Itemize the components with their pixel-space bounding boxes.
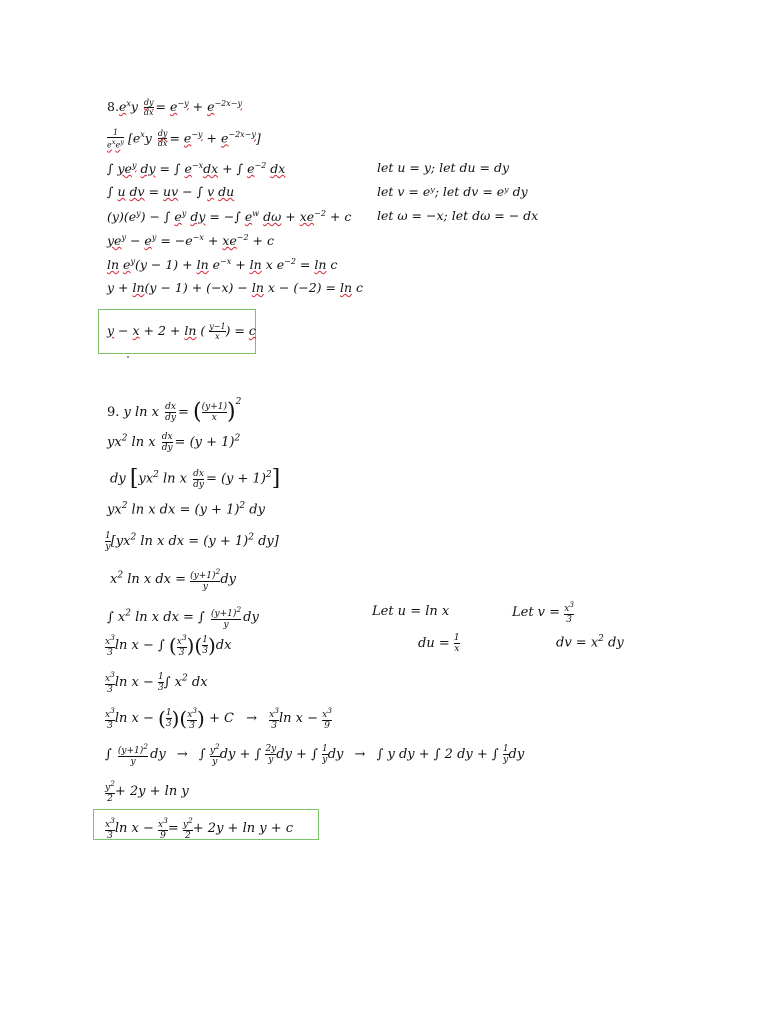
p9-line-7: ∫ $x^2$ ln x dx = ∫ $\frac{(y+1)^2}{y}$ dy	[107, 605, 259, 630]
p9-sub-u: Let u = ln x	[372, 604, 450, 619]
p9-line-3: dy [$yx^2$ ln x $\frac{dx}{dy}$ = $(y + 1)^2$]	[110, 466, 281, 491]
p8-line-8: y + ln(y − 1) + (−x) − ln x − (−2) = ln c	[107, 280, 364, 295]
p9-line-11: ∫ $\frac{(y+1)^2}{y}$ dy → ∫ $\frac{y^2}{y}$ dy + ∫ $\frac{2y}{y}$ dy + ∫ $\frac{1}{y}$ dy → ∫ y dy + ∫ 2 dy + ∫ $\frac{1}{y}$ dy	[105, 742, 525, 767]
p8-let-1: let u = y; let du = dy	[377, 160, 510, 175]
p9-line-4: $yx^2$ ln x dx = $(y + 1)^2$ dy	[107, 501, 265, 518]
p9-line-10: $\frac{x^3}{3}$ ln x − ( $\frac{1}{3}$ )( $\frac{x^3}{3}$ ) + C → $\frac{x^3}{3}$ ln x − $\frac{x^3}{9}$	[105, 706, 333, 731]
p8-line-4: ∫ u dv = uv − ∫ v du	[107, 184, 235, 199]
p8-line-6: $ye^y - e^y = -e^{-x} + xe^{-2} + c$	[107, 233, 274, 249]
p8-let-3: let ω = −x; let dω = − dx	[377, 208, 539, 223]
p8-line-5: $(y)(e^y)$ − ∫ $e^y$ dy = −∫ $e^w$ $d\omega + xe^{-2} + c$	[107, 209, 352, 225]
p8-answer: y − x + 2 + ln ( $\frac{y-1}{x}$ ) = c	[107, 322, 256, 341]
p8-line-1: $8.e^xy$ $\frac{dy}{dx}$ = $e^{-y} + e^{-2x-y}$	[107, 98, 243, 117]
p9-sub-dv: dv = $x^2$ dy	[556, 634, 624, 651]
p9-line-1: 9. y ln x $\frac{dx}{dy}$ = ( $\frac{(y+1)}{x}$ )$^2$	[107, 397, 242, 425]
p9-line-2: $yx^2$ ln x $\frac{dx}{dy}$ = $(y + 1)^2$	[107, 432, 241, 453]
p9-line-12: $\frac{y^2}{2}$ + 2y + ln y	[105, 779, 189, 804]
p9-sub-v: Let v = $\frac{x^3}{3}$	[512, 600, 575, 625]
p9-line-9: $\frac{x^3}{3}$ ln x − $\frac{1}{3}$ ∫ $x^2$ dx	[105, 670, 208, 695]
p8-let-2: let v = eʸ; let dv = eʸ dy	[377, 184, 528, 199]
p9-line-5: $\frac{1}{y}$ [$yx^2$ ln x dx = $(y + 1)^2$ dy]	[105, 531, 279, 552]
p8-line-2: 1 $e^xe^y$ [$e^xy$ $\frac{dy}{dx}$ = $e^{-y} + e^{-2x-y}$]	[107, 128, 261, 150]
p9-answer: $\frac{x^3}{3}$ ln x − $\frac{x^3}{9}$ = $\frac{y^2}{2}$ + 2y + ln y + c	[105, 816, 294, 841]
stray-dot	[127, 356, 129, 358]
p9-sub-du: du = $\frac{1}{x}$	[418, 633, 460, 654]
p9-line-8: $\frac{x^3}{3}$ ln x − ∫ ( $\frac{x^3}{3}$ )( $\frac{1}{3}$ )dx	[105, 633, 232, 658]
p8-line-7: $\ln e^y(y - 1) + \ln e^{-x} + \ln x$ $e^{-2} = \ln c$	[107, 257, 338, 273]
p8-line-3: ∫ $ye^y$ dy = ∫ $e^{-x}dx$ + ∫ $e^{-2}$ dx	[107, 161, 286, 177]
p9-line-6: $x^2$ ln x dx = $\frac{(y+1)^2}{y}$ dy	[110, 567, 236, 592]
